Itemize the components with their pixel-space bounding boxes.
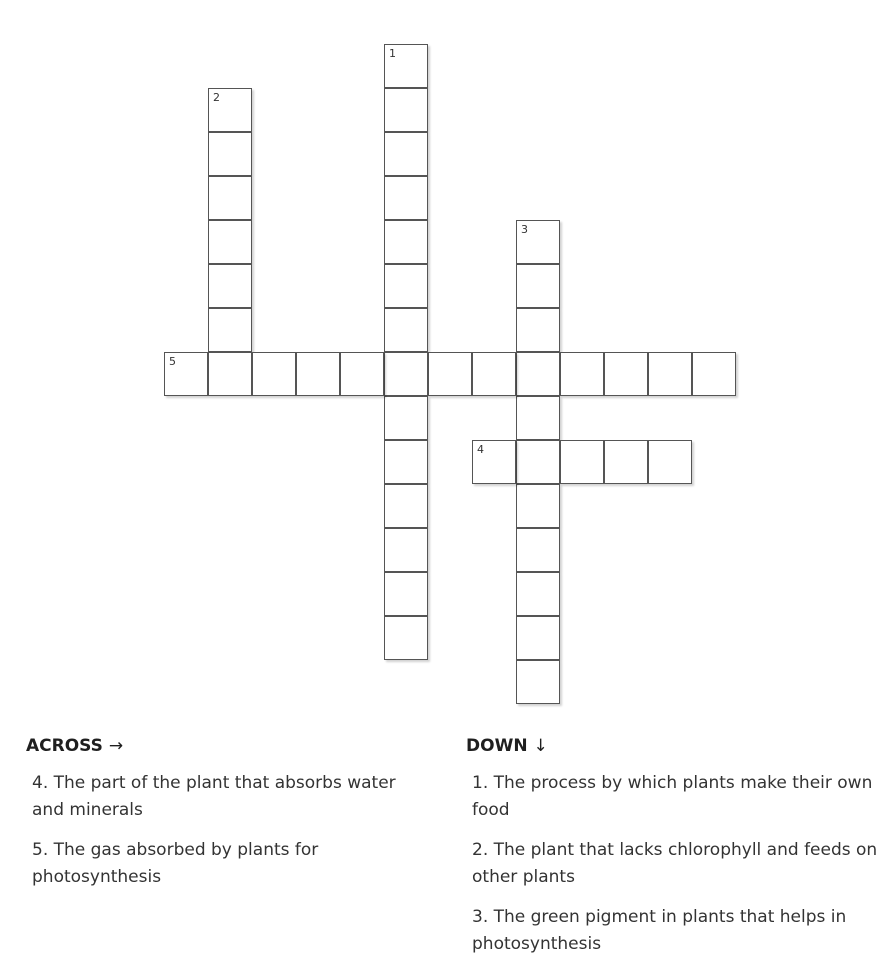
down-heading bbox=[466, 734, 886, 758]
crossword-cell[interactable] bbox=[208, 176, 252, 220]
crossword-cell[interactable] bbox=[384, 220, 428, 264]
crossword-cell[interactable] bbox=[384, 176, 428, 220]
crossword-cell[interactable] bbox=[164, 352, 208, 396]
crossword-cell[interactable] bbox=[384, 528, 428, 572]
cell-number: 4 bbox=[477, 443, 484, 456]
crossword-cell[interactable] bbox=[384, 88, 428, 132]
crossword-cell[interactable] bbox=[208, 220, 252, 264]
crossword-cell[interactable] bbox=[516, 572, 560, 616]
across-clues bbox=[26, 734, 426, 904]
crossword-cell[interactable] bbox=[516, 308, 560, 352]
crossword-cell[interactable] bbox=[384, 132, 428, 176]
crossword-cell[interactable] bbox=[296, 352, 340, 396]
crossword-cell[interactable] bbox=[384, 352, 428, 396]
crossword-cell[interactable] bbox=[384, 440, 428, 484]
down-heading-label: DOWN bbox=[466, 736, 528, 756]
cell-number: 2 bbox=[213, 91, 220, 104]
cell-number: 3 bbox=[521, 223, 528, 236]
crossword-cell[interactable] bbox=[384, 396, 428, 440]
right-arrow-icon: → bbox=[108, 736, 124, 756]
crossword-cell[interactable] bbox=[252, 352, 296, 396]
crossword-cell[interactable] bbox=[560, 352, 604, 396]
crossword-cell[interactable] bbox=[340, 352, 384, 396]
cell-number: 5 bbox=[169, 355, 176, 368]
crossword-cell[interactable] bbox=[648, 440, 692, 484]
crossword-cell[interactable] bbox=[384, 44, 428, 88]
crossword-cell[interactable] bbox=[208, 88, 252, 132]
across-heading-label: ACROSS bbox=[26, 736, 103, 756]
crossword-cell[interactable] bbox=[516, 264, 560, 308]
crossword-cell[interactable] bbox=[560, 440, 604, 484]
crossword-cell[interactable] bbox=[516, 396, 560, 440]
clue-down-3: 3. The green pigment in plants that helps in photosynthesis bbox=[472, 907, 847, 954]
clue-down-1: 1. The process by which plants make their own food bbox=[472, 773, 873, 820]
crossword-cell[interactable] bbox=[604, 352, 648, 396]
across-heading bbox=[26, 734, 426, 758]
crossword-cell[interactable] bbox=[472, 440, 516, 484]
clue-across-5: 5. The gas absorbed by plants for photosynthesis bbox=[32, 840, 319, 887]
crossword-cell[interactable] bbox=[648, 352, 692, 396]
crossword-cell[interactable] bbox=[208, 264, 252, 308]
down-arrow-icon: ↓ bbox=[533, 736, 548, 756]
crossword-cell[interactable] bbox=[516, 528, 560, 572]
crossword-cell[interactable] bbox=[428, 352, 472, 396]
clue-down-2: 2. The plant that lacks chlorophyll and feeds on other plants bbox=[472, 840, 878, 887]
crossword-cell[interactable] bbox=[516, 484, 560, 528]
clue-across-4: 4. The part of the plant that absorbs water and minerals bbox=[32, 773, 396, 820]
crossword-cell[interactable] bbox=[516, 660, 560, 704]
crossword-cell[interactable] bbox=[384, 572, 428, 616]
crossword-cell[interactable] bbox=[384, 264, 428, 308]
crossword-cell[interactable] bbox=[208, 308, 252, 352]
crossword-cell[interactable] bbox=[384, 616, 428, 660]
cell-number: 1 bbox=[389, 47, 396, 60]
crossword-cell[interactable] bbox=[516, 352, 560, 396]
crossword-cell[interactable] bbox=[692, 352, 736, 396]
crossword-cell[interactable] bbox=[472, 352, 516, 396]
crossword-cell[interactable] bbox=[516, 440, 560, 484]
down-clues bbox=[466, 734, 886, 971]
crossword-cell[interactable] bbox=[604, 440, 648, 484]
crossword-cell[interactable] bbox=[516, 220, 560, 264]
crossword-cell[interactable] bbox=[208, 132, 252, 176]
crossword-cell[interactable] bbox=[208, 352, 252, 396]
crossword-cell[interactable] bbox=[384, 308, 428, 352]
crossword-cell[interactable] bbox=[384, 484, 428, 528]
crossword-cell[interactable] bbox=[516, 616, 560, 660]
